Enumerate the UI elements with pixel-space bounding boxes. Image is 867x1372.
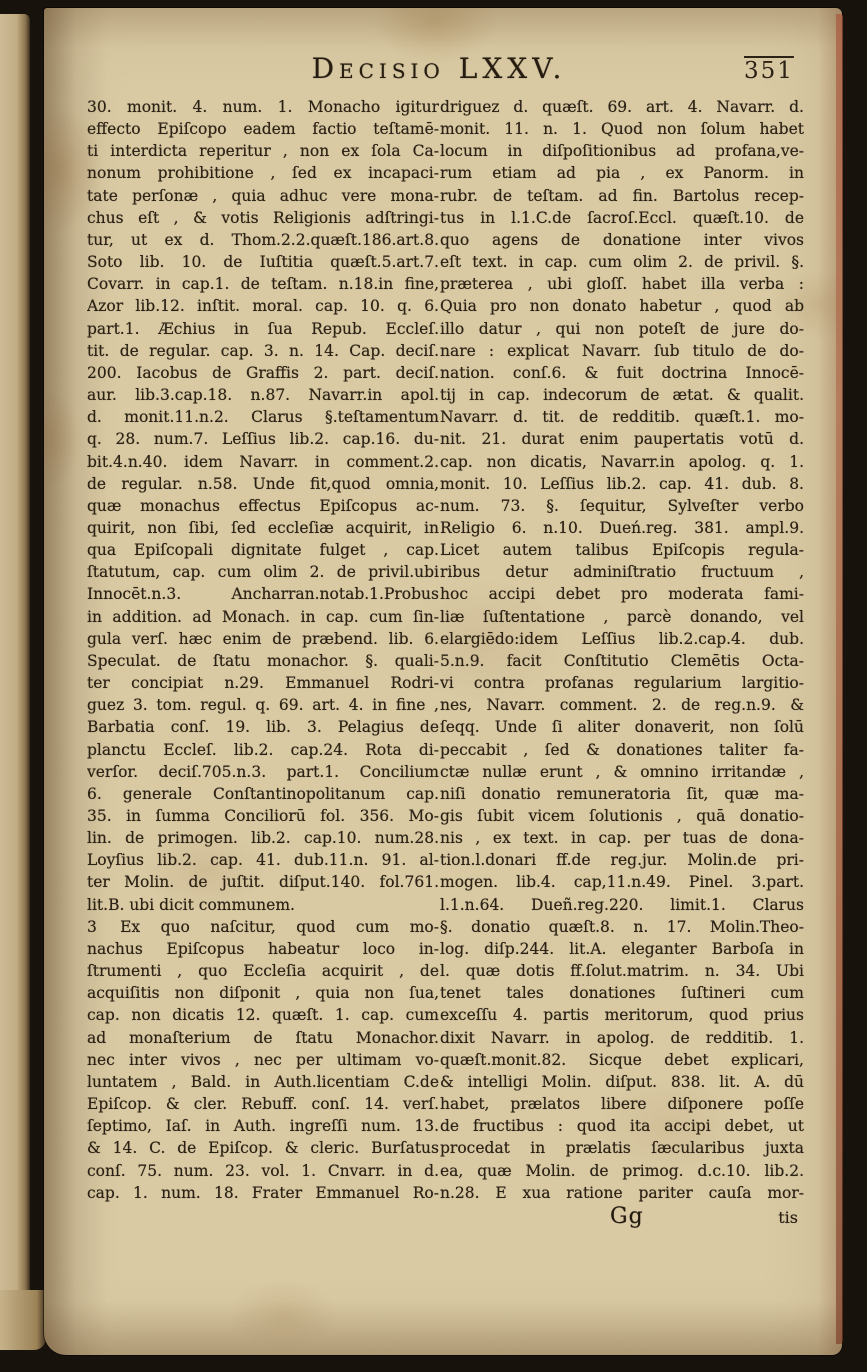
text-line: nis , ex text. in cap. per tuas de dona- bbox=[440, 829, 804, 848]
text-line: nare : explicat Navarr. ſub titulo de do- bbox=[440, 341, 804, 360]
text-line: guez 3. tom. regul. q. 69. art. 4. in fine , bbox=[87, 696, 439, 715]
text-line: nit. 21. durat enim paupertatis votū d. bbox=[440, 430, 804, 449]
text-line: 200. Iacobus de Graffis 2. part. deciſ. bbox=[87, 363, 439, 382]
text-line: tenet tales donationes ſuſtineri cum bbox=[440, 984, 804, 1003]
text-line: tur, ut ex d. Thom.2.2.quæſt.186.art.8. bbox=[87, 230, 439, 249]
text-line: conſ. 75. num. 23. vol. 1. Cnvarr. in d. bbox=[87, 1161, 439, 1180]
text-line: tate perſonæ , quia adhuc vere mona- bbox=[87, 186, 439, 205]
text-line: ribus detur adminiſtratio fructuum , bbox=[440, 563, 804, 582]
text-line: Azor lib.12. inſtit. moral. cap. 10. q. 6. bbox=[87, 297, 439, 316]
text-line: quæſt.monit.82. Sicque debet explicari, bbox=[440, 1050, 804, 1069]
text-line: cap. 1. num. 18. Frater Emmanuel Ro- bbox=[87, 1183, 439, 1202]
text-line: de fructibus : quod ita accipi debet, ut bbox=[440, 1117, 804, 1136]
text-line: procedat in prælatis ſæcularibus juxta bbox=[440, 1139, 804, 1158]
signature-mark: Gg bbox=[610, 1203, 644, 1229]
text-line: vi contra profanas regularium largitio- bbox=[440, 674, 804, 693]
text-line: verſor. deciſ.705.n.3. part.1. Concilium bbox=[87, 762, 439, 781]
text-line: lit.B. ubi dicit communem. bbox=[87, 895, 295, 914]
left-column bbox=[87, 96, 439, 1204]
text-line: liæ ſuſtentatione , parcè donando, vel bbox=[440, 607, 804, 626]
text-line: ti interdicta reperitur , non ex ſola Ca- bbox=[87, 142, 439, 161]
text-line: ſtatutum, cap. cum olim 2. de privil.ubi bbox=[87, 563, 439, 582]
text-line: bit.4.n.40. idem Navarr. in comment.2. bbox=[87, 452, 439, 471]
text-line: acquiſitis non diſponit , quia non ſua, bbox=[87, 984, 439, 1003]
text-line: Religio 6. n.10. Dueń.reg. 381. ampl.9. bbox=[440, 518, 804, 537]
text-line: ſeptimo, Iaſ. in Auth. ingreſſi num. 13. bbox=[87, 1117, 439, 1136]
text-line: lin. de primogen. lib.2. cap.10. num.28. bbox=[87, 829, 439, 848]
text-line: niſi donatio remuneratoria ſit, quæ ma- bbox=[440, 784, 804, 803]
text-line: log. diſp.244. lit.A. eleganter Barboſa in bbox=[440, 939, 804, 958]
text-line: chus eſt , & votis Religionis adſtringi- bbox=[87, 208, 439, 227]
page-header bbox=[44, 52, 842, 96]
text-line: Speculat. de ſtatu monachor. §. quali- bbox=[87, 651, 439, 670]
text-line: aur. lib.3.cap.18. n.87. Navarr.in apol. bbox=[87, 386, 439, 405]
text-line: mogen. lib.4. cap,11.n.49. Pinel. 3.part. bbox=[440, 873, 804, 892]
page-number: 351 bbox=[744, 58, 794, 84]
text-line: Quia pro non donato habetur , quod ab bbox=[440, 297, 804, 316]
text-line: cap. non dicatis, Navarr.in apolog. q. 1. bbox=[440, 452, 804, 471]
text-line: tus in l.1.C.de ſacroſ.Eccl. quæſt.10. de bbox=[440, 208, 804, 227]
text-line: ctæ nullæ erunt , & omnino irritandæ , bbox=[440, 762, 804, 781]
text-line: 3 Ex quo naſcitur, quod cum mo- bbox=[87, 917, 439, 936]
text-line: planctu Eccleſ. lib.2. cap.24. Rota di- bbox=[87, 740, 439, 759]
page-title: Decisio LXXV. bbox=[311, 52, 567, 85]
text-line: in addition. ad Monach. in cap. cum ſin- bbox=[87, 607, 439, 626]
text-line: l.1.n.64. Dueñ.reg.220. limit.1. Clarus bbox=[440, 895, 804, 914]
text-line: gis ſubit vicem ſolutionis , quā donatio- bbox=[440, 807, 804, 825]
text-line: Navarr. d. tit. de redditib. quæſt.1. mo- bbox=[440, 408, 804, 427]
text-line: Loyſius lib.2. cap. 41. dub.11.n. 91. al- bbox=[87, 851, 439, 870]
text-line: & 14. C. de Epiſcop. & cleric. Burſatus bbox=[87, 1139, 439, 1158]
text-line: Innocēt.n.3. Ancharran.notab.1.Probus bbox=[87, 585, 439, 604]
text-line: ea, quæ Molin. de primog. d.c.10. lib.2. bbox=[440, 1161, 804, 1180]
catchword: tis bbox=[778, 1207, 798, 1227]
text-line: ter Molin. de juſtit. diſput.140. fol.761. bbox=[87, 873, 439, 892]
text-line: rubr. de teſtam. ad fin. Bartolus recep- bbox=[440, 186, 804, 205]
text-line: elargiēdo:idem Leſſius lib.2.cap.4. dub. bbox=[440, 629, 804, 648]
text-line: tij in cap. indecorum de ætat. & qualit. bbox=[440, 386, 804, 405]
text-line: q. 28. num.7. Leſſius lib.2. cap.16. du- bbox=[87, 430, 439, 449]
text-line: Barbatia conſ. 19. lib. 3. Pelagius de bbox=[87, 718, 439, 737]
text-line: driguez d. quæſt. 69. art. 4. Navarr. d. bbox=[440, 98, 804, 116]
text-line: monit. 10. Leſſius lib.2. cap. 41. dub. 8. bbox=[440, 474, 804, 493]
text-line: §. donatio quæſt.8. n. 17. Molin.Theo- bbox=[440, 917, 804, 936]
previous-page-corner bbox=[0, 1290, 46, 1350]
text-line: quo agens de donatione inter vivos bbox=[440, 230, 804, 249]
red-fore-edge bbox=[836, 14, 843, 1344]
text-line: cap. non dicatis 12. quæſt. 1. cap. cum bbox=[87, 1006, 439, 1025]
text-line: peccabit , ſed & donationes taliter fa- bbox=[440, 740, 804, 759]
text-line: gula verſ. hæc enim de præbend. lib. 6. bbox=[87, 629, 439, 648]
text-line: 35. in ſumma Conciliorū fol. 356. Mo- bbox=[87, 807, 439, 825]
text-line: quirit, non ſibi, ſed eccleſiæ acquirit, in bbox=[87, 518, 439, 537]
text-line: exceſſu 4. partis meritorum, quod prius bbox=[440, 1006, 804, 1025]
text-line: n.28. E xua ratione pariter cauſa mor- bbox=[440, 1183, 804, 1202]
text-line: eſt text. in cap. cum olim 2. de privil. §. bbox=[440, 253, 804, 272]
text-line: l. quæ dotis ff.ſolut.matrim. n. 34. Ubi bbox=[440, 962, 804, 981]
text-line: monit. 11. n. 1. Quod non ſolum habet bbox=[440, 120, 804, 139]
text-line: tion.l.donari ff.de reg.jur. Molin.de pri- bbox=[440, 851, 804, 870]
previous-page-edge bbox=[0, 14, 30, 1344]
text-line: effecto Epiſcopo eadem factio teſtamē- bbox=[87, 120, 439, 139]
text-line: 30. monit. 4. num. 1. Monacho igitur bbox=[87, 98, 439, 116]
text-line: qua Epiſcopali dignitate fulget , cap. bbox=[87, 541, 439, 560]
text-line: rum etiam ad pia , ex Panorm. in bbox=[440, 164, 804, 183]
text-line: 6. generale Conſtantinopolitanum cap. bbox=[87, 784, 439, 803]
text-line: nonum prohibitione , ſed ex incapaci- bbox=[87, 164, 439, 183]
text-line: quæ monachus effectus Epiſcopus ac- bbox=[87, 496, 439, 515]
text-line: ſeqq. Unde ſi aliter donaverit, non ſolū bbox=[440, 718, 804, 737]
text-line: nes, Navarr. comment. 2. de reg.n.9. & bbox=[440, 696, 804, 715]
text-line: nation. conſ.6. & fuit doctrina Innocē- bbox=[440, 363, 804, 382]
text-line: Covarr. in cap.1. de teſtam. n.18.in fine, bbox=[87, 275, 439, 294]
text-line: de regular. n.58. Unde fit,quod omnia, bbox=[87, 474, 439, 493]
column-footer bbox=[440, 1203, 804, 1229]
text-line: Licet autem talibus Epiſcopis regula- bbox=[440, 541, 804, 560]
text-line: nachus Epiſcopus habeatur loco in- bbox=[87, 939, 439, 958]
text-line: nec inter vivos , nec per ultimam vo- bbox=[87, 1050, 439, 1069]
text-line: hoc accipi debet pro moderata fami- bbox=[440, 585, 804, 604]
text-line: Soto lib. 10. de Iuſtitia quæſt.5.art.7. bbox=[87, 253, 439, 272]
right-column bbox=[440, 96, 804, 1229]
text-line: num. 73. §. ſequitur, Sylveſter verbo bbox=[440, 496, 804, 515]
text-line: præterea , ubi gloſſ. habet illa verba : bbox=[440, 275, 804, 294]
text-line: tit. de regular. cap. 3. n. 14. Cap. deciſ. bbox=[87, 341, 439, 360]
text-line: 5.n.9. facit Conſtitutio Clemētis Octa- bbox=[440, 651, 804, 670]
text-line: Epiſcop. & cler. Rebuff. conſ. 14. verſ. bbox=[87, 1095, 439, 1114]
text-line: ſtrumenti , quo Eccleſia acquirit , de bbox=[87, 962, 439, 981]
text-line: part.1. Æchius in ſua Repub. Eccleſ. bbox=[87, 319, 439, 338]
text-line: luntatem , Bald. in Auth.licentiam C.de bbox=[87, 1072, 439, 1091]
text-line: ad monaſterium de ſtatu Monachor. bbox=[87, 1028, 439, 1047]
text-line: dixit Navarr. in apolog. de redditib. 1. bbox=[440, 1028, 804, 1047]
text-line: illo datur , qui non poteſt de jure do- bbox=[440, 319, 804, 338]
text-line: habet, prælatos libere diſponere poſſe bbox=[440, 1095, 804, 1114]
book-page bbox=[44, 8, 842, 1355]
text-line: d. monit.11.n.2. Clarus §.teſtamentum bbox=[87, 408, 439, 427]
text-line: locum in diſpoſitionibus ad profana,ve- bbox=[440, 142, 804, 161]
text-line: ter concipiat n.29. Emmanuel Rodri- bbox=[87, 674, 439, 693]
text-line: & intelligi Molin. diſput. 838. lit. A. dū bbox=[440, 1072, 804, 1091]
